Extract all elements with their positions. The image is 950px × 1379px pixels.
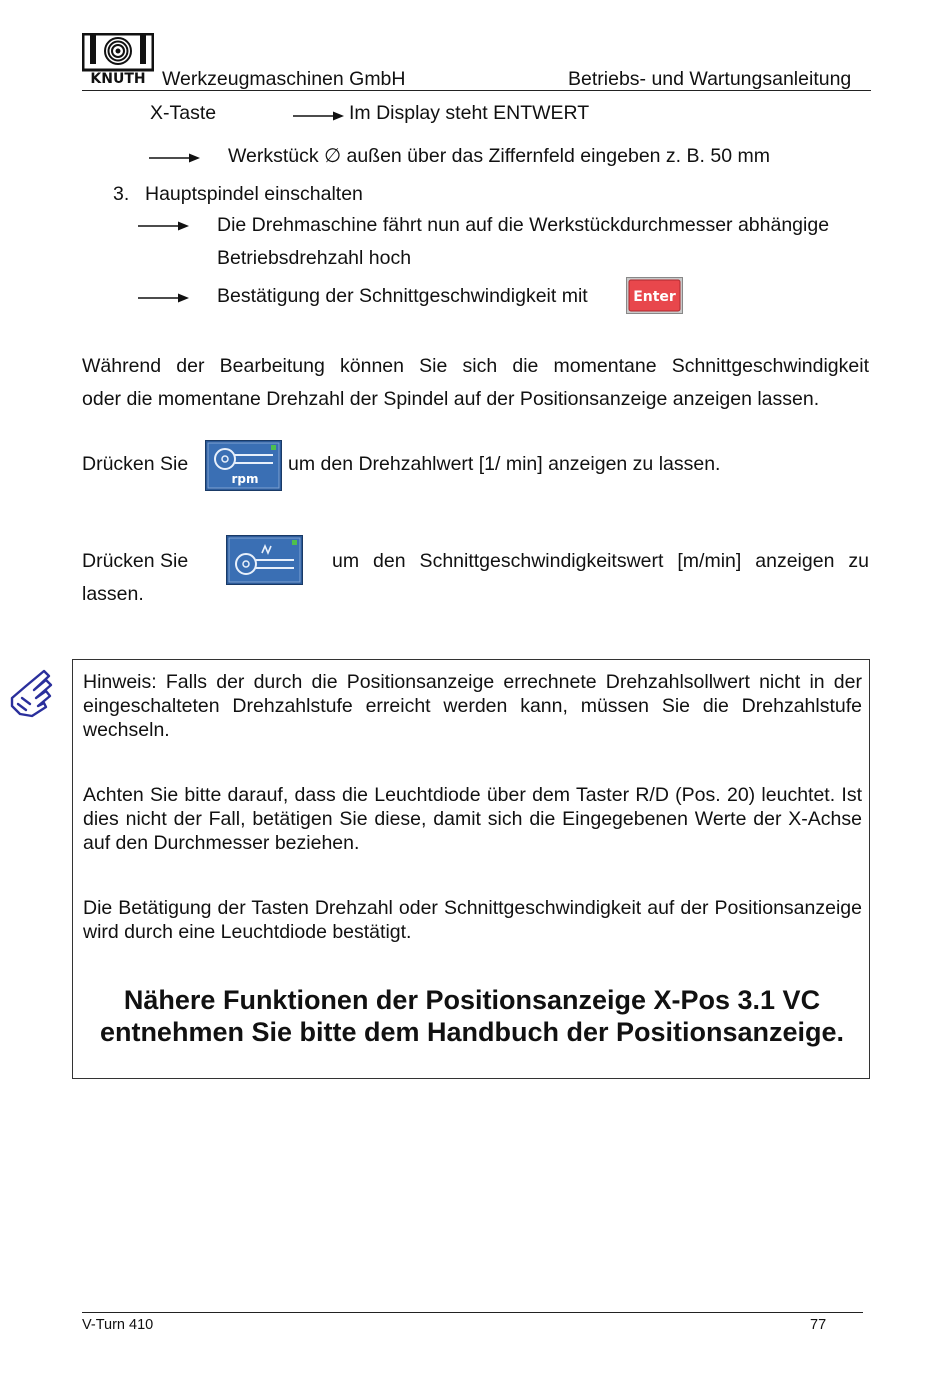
rpm-key-icon — [205, 440, 282, 491]
arrow-icon — [293, 110, 345, 122]
note-title-line1: Nähere Funktionen der Positionsanzeige X-Pos 3.1 VC — [123, 985, 821, 1015]
press-rpm-label: Drücken Sie — [82, 453, 189, 475]
footer-rule — [82, 1312, 863, 1313]
note-box — [72, 659, 870, 1079]
arrow-icon — [149, 152, 201, 164]
svg-text:rpm: rpm — [231, 472, 259, 486]
svg-text:KNUTH: KNUTH — [90, 71, 146, 85]
page-number: 77 — [810, 1317, 827, 1333]
enter-key-icon — [626, 277, 683, 314]
header-rule — [82, 90, 871, 91]
pointing-hand-icon — [8, 668, 58, 720]
press-vc-text: um den Schnittgeschwindigkeitswert [m/min] anzeigen zu — [332, 550, 869, 572]
note-paragraph-1: Hinweis: Falls der durch die Positionsanzeige errechnete Drehzahlsollwert nicht in der eingeschalteten Drehzahlstufe erreicht werden kann, müssen Sie die Drehzahlstufe wechseln. — [83, 671, 862, 741]
arrow-icon — [138, 220, 190, 232]
press-vc-label: Drücken Sie — [82, 550, 189, 572]
note-title-line2: entnehmen Sie bitte dem Handbuch der Positionsanzeige. — [99, 1017, 845, 1047]
document-title: Betriebs- und Wartungsanleitung — [568, 68, 852, 90]
company-name: Werkzeugmaschinen GmbH — [162, 68, 406, 90]
confirm-text: Bestätigung der Schnittgeschwindigkeit mit — [217, 285, 588, 307]
step-text: Hauptspindel einschalten — [145, 183, 363, 205]
knuth-logo — [82, 33, 154, 85]
x-key-result: Im Display steht ENTWERT — [349, 102, 590, 124]
note-paragraph-2: Achten Sie bitte darauf, dass die Leuchtdiode über dem Taster R/D (Pos. 20) leuchtet. Ist dies nicht der Fall, betätigen Sie diese, damit sich die Eingegebenen Werte der X-Achse auf den Durchmesser beziehen. — [83, 784, 862, 854]
footer-model: V-Turn 410 — [82, 1317, 154, 1333]
cutting-speed-key-icon — [226, 535, 303, 585]
machine-text-line1: Die Drehmaschine fährt nun auf die Werkstückdurchmesser abhängige — [217, 214, 830, 236]
arrow-icon — [138, 292, 190, 304]
note-paragraph-3: Die Betätigung der Tasten Drehzahl oder Schnittgeschwindigkeit auf der Positionsanzeige wird durch eine Leuchtdiode bestätigt. — [83, 897, 862, 943]
svg-text:Enter: Enter — [633, 289, 676, 305]
press-vc-wrap: lassen. — [82, 583, 144, 605]
body-para-line1: Während der Bearbeitung können Sie sich die momentane Schnittgeschwindigkeit — [82, 355, 869, 377]
machine-text-line2: Betriebsdrehzahl hoch — [217, 247, 412, 269]
body-para-line2: oder die momentane Drehzahl der Spindel auf der Positionsanzeige anzeigen lassen. — [82, 388, 820, 410]
press-rpm-text: um den Drehzahlwert [1/ min] anzeigen zu lassen. — [288, 453, 721, 475]
step-number: 3. — [113, 183, 130, 205]
x-key-label: X-Taste — [150, 102, 217, 124]
workpiece-instruction: Werkstück ∅ außen über das Ziffernfeld eingeben z. B. 50 mm — [228, 145, 770, 167]
